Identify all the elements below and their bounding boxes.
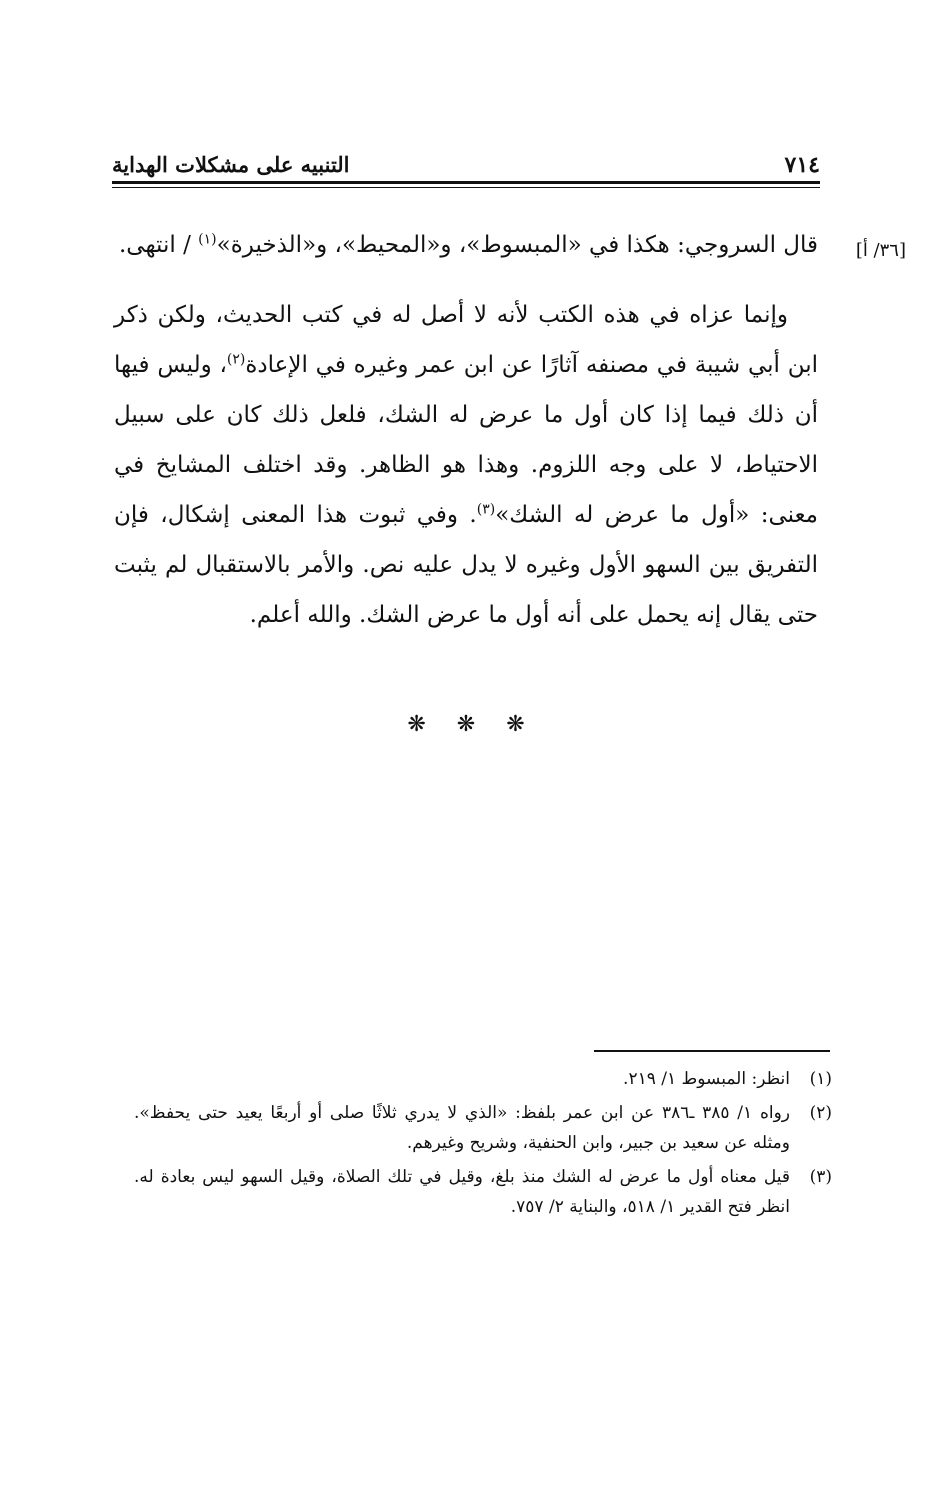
running-title: التنبيه على مشكلات الهداية — [112, 152, 350, 177]
footnote-number: (٢) — [809, 1103, 832, 1123]
footnote-text: انظر: المبسوط ١/ ٢١٩. — [623, 1069, 790, 1089]
footnote-ref-1[interactable]: (١) — [198, 231, 217, 248]
page-number: ٧١٤ — [784, 152, 820, 178]
footnote-text: قيل معناه أول ما عرض له الشك منذ بلغ، وقيل في تلك الصلاة، وقيل السهو ليس بعادة له. انظر فتح القدير ١/ ٥١٨، والبناية ٢/ ٧٥٧. — [134, 1167, 790, 1217]
footnote-divider — [594, 1050, 830, 1052]
footnote — [134, 1064, 832, 1094]
footnotes — [134, 1064, 832, 1226]
section-separator: ❋ ❋ ❋ — [407, 712, 537, 737]
footnote — [134, 1162, 832, 1222]
footnote-number: (٣) — [809, 1167, 832, 1187]
header-rule — [112, 181, 820, 184]
manuscript-folio-reference: [٣٦/ أ] — [855, 240, 906, 261]
main-text — [114, 220, 818, 640]
paragraph-2: وإنما عزاه في هذه الكتب لأنه لا أصل له في كتب الحديث، ولكن ذكر ابن أبي شيبة في مصنفه آثارًا عن ابن عمر وغيره في الإعادة$^{(٢)}$، وليس فيها أن ذلك فيما إذا كان أول ما عرض له الشك، فلعل ذلك كان على سبيل الاحتياط، لا على وجه اللزوم. وهذا هو الظاهر. وقد اختلف المشايخ في معنى: «أول ما عرض له الشك»$^{(٣)}$. وفي ثبوت هذا المعنى إشكال، فإن التفريق بين السهو الأول وغيره لا يدل عليه نص. والأمر بالاستقبال لم يثبت حتى يقال إنه يحمل على أنه أول ما عرض الشك. والله أعلم. — [114, 302, 819, 628]
footnote-ref-3[interactable]: (٣) — [476, 501, 496, 518]
footnote — [134, 1098, 832, 1158]
header-rule-thin — [112, 187, 820, 188]
footnote-ref-2[interactable]: (٢) — [226, 351, 246, 368]
footnote-text: رواه ١/ ٣٨٥ ـ٣٨٦ عن ابن عمر بلفظ: «الذي لا يدري ثلاثًا صلى أو أربعًا يعيد حتى يحفظ». ومثله عن سعيد بن جبير، وابن الحنفية، وشريح وغيرهم. — [134, 1103, 791, 1153]
paragraph-1: قال السروجي: هكذا في «المبسوط»، و«المحيط»، و«الذخيرة»$^{(١)}$ / انتهى. — [118, 231, 818, 258]
footnote-number: (١) — [809, 1069, 832, 1089]
